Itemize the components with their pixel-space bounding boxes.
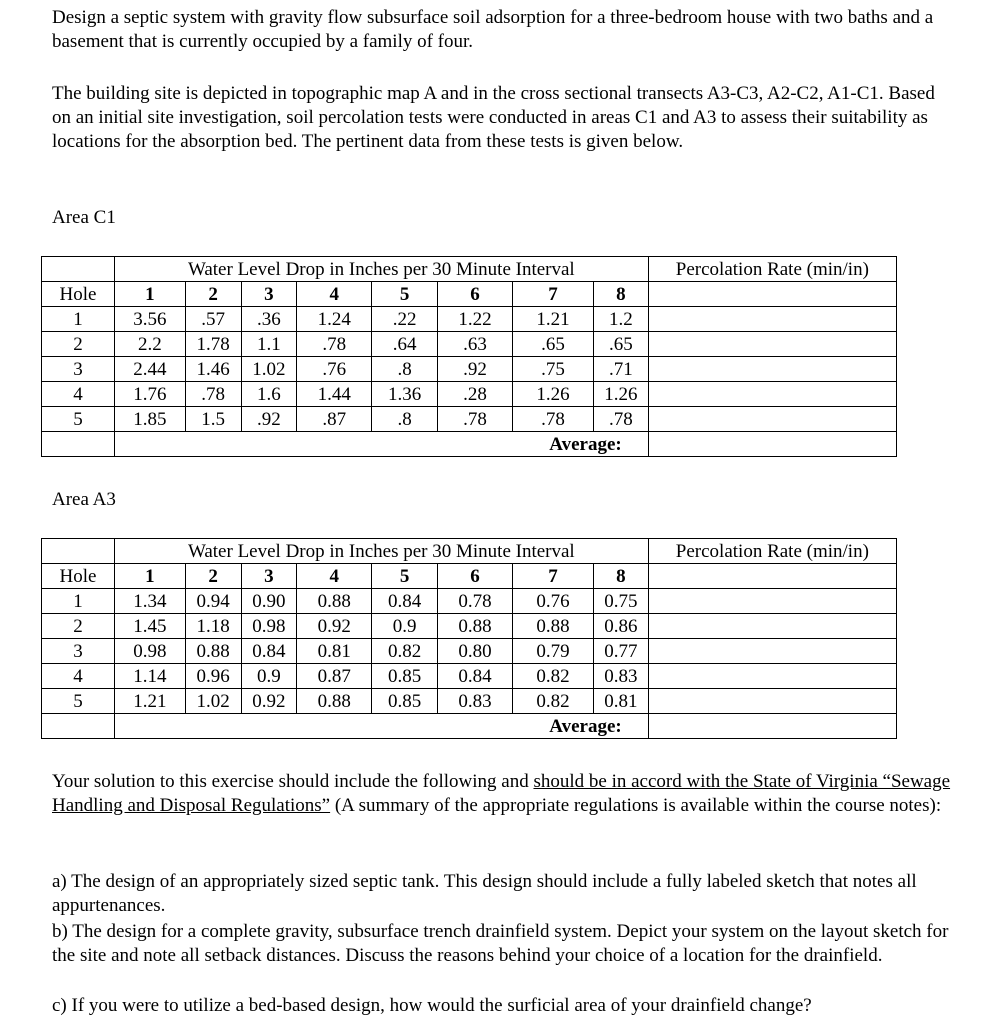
water-drop-value: 2.2 (114, 332, 185, 357)
water-drop-value: 0.96 (185, 664, 241, 689)
water-drop-value: 0.92 (241, 689, 297, 714)
empty-cell (42, 257, 115, 282)
water-drop-value: 0.98 (241, 614, 297, 639)
regulations-reference: should be in accord with the State of Virginia “Sewage Handling and Disposal Regulations” (52, 771, 951, 816)
water-drop-value: 0.92 (297, 614, 372, 639)
water-drop-value: .92 (438, 357, 513, 382)
water-drop-value: 1.34 (114, 589, 185, 614)
water-drop-value: 1.44 (297, 382, 372, 407)
water-drop-value: .75 (512, 357, 593, 382)
water-drop-value: .78 (185, 382, 241, 407)
percolation-rate-cell (648, 307, 896, 332)
percolation-rate-cell (648, 589, 896, 614)
water-drop-value: 0.82 (512, 689, 593, 714)
solution-text-before: Your solution to this exercise should include the following and (52, 771, 534, 792)
water-drop-value: .36 (241, 307, 297, 332)
percolation-rate-cell (648, 639, 896, 664)
water-drop-value: .22 (372, 307, 438, 332)
table-header-row (42, 257, 897, 282)
water-drop-value: .78 (512, 407, 593, 432)
water-drop-value: 0.78 (438, 589, 513, 614)
water-drop-value: 0.85 (372, 689, 438, 714)
water-drop-value: 0.84 (438, 664, 513, 689)
hole-number: 4 (42, 382, 115, 407)
interval-row (42, 282, 897, 307)
average-row (42, 432, 897, 457)
percolation-rate-cell (648, 614, 896, 639)
table-header-row (42, 539, 897, 564)
task-b: b) The design for a complete gravity, subsurface trench drainfield system. Depict your system on the layout sketch for the site and note all setback distances. Discuss the reasons behind your choice of a location for the drainfield. (52, 921, 949, 966)
water-drop-value: 0.88 (185, 639, 241, 664)
water-drop-value: 1.76 (114, 382, 185, 407)
intro-paragraph-1: Design a septic system with gravity flow subsurface soil adsorption for a three-bedroom house with two baths and a basement that is currently occupied by a family of four. (52, 7, 934, 52)
hole-number: 1 (42, 589, 115, 614)
empty-cell (42, 714, 115, 739)
average-rate-cell (648, 432, 896, 457)
interval-header: Water Level Drop in Inches per 30 Minute Interval (114, 539, 648, 564)
interval-number: 8 (594, 564, 649, 589)
percolation-rate-header: Percolation Rate (min/in) (648, 539, 896, 564)
empty-cell (42, 539, 115, 564)
percolation-table-c1 (41, 256, 897, 457)
water-drop-value: 0.83 (438, 689, 513, 714)
water-drop-value: 0.85 (372, 664, 438, 689)
water-drop-value: 0.82 (372, 639, 438, 664)
water-drop-value: .57 (185, 307, 241, 332)
task-c: c) If you were to utilize a bed-based design, how would the surficial area of your drainfield change? (52, 995, 812, 1016)
water-drop-value: 0.79 (512, 639, 593, 664)
intro-paragraph-2: The building site is depicted in topographic map A and in the cross sectional transects A3-C3, A2-C2, A1-C1. Based on an initial site investigation, soil percolation tests were conducted in areas C1 and A3 to assess their suitability as locations for the absorption bed. The pertinent data from these tests is given below. (52, 83, 935, 152)
water-drop-value: 1.1 (241, 332, 297, 357)
table-row (42, 332, 897, 357)
table-row (42, 589, 897, 614)
water-drop-value: 0.98 (114, 639, 185, 664)
percolation-rate-cell (648, 382, 896, 407)
water-drop-value: .28 (438, 382, 513, 407)
water-drop-value: 1.02 (185, 689, 241, 714)
water-drop-value: 2.44 (114, 357, 185, 382)
hole-number: 4 (42, 664, 115, 689)
water-drop-value: .71 (594, 357, 649, 382)
rate-cell (648, 564, 896, 589)
water-drop-value: 0.90 (241, 589, 297, 614)
hole-number: 2 (42, 332, 115, 357)
solution-paragraph (52, 770, 952, 818)
water-drop-value: .65 (512, 332, 593, 357)
water-drop-value: 1.02 (241, 357, 297, 382)
interval-number: 6 (438, 564, 513, 589)
hole-number: 3 (42, 639, 115, 664)
water-drop-value: .87 (297, 407, 372, 432)
water-drop-value: 0.77 (594, 639, 649, 664)
water-drop-value: 0.88 (438, 614, 513, 639)
interval-number: 5 (372, 564, 438, 589)
percolation-rate-header: Percolation Rate (min/in) (648, 257, 896, 282)
percolation-rate-cell (648, 664, 896, 689)
water-drop-value: 1.6 (241, 382, 297, 407)
water-drop-value: 0.88 (297, 689, 372, 714)
interval-number: 8 (594, 282, 649, 307)
water-drop-value: .8 (372, 357, 438, 382)
task-a: a) The design of an appropriately sized septic tank. This design should include a fully labeled sketch that notes all appurtenances. (52, 871, 917, 916)
water-drop-value: .78 (594, 407, 649, 432)
water-drop-value: 0.87 (297, 664, 372, 689)
water-drop-value: 1.14 (114, 664, 185, 689)
average-label: Average: (114, 432, 648, 457)
water-drop-value: .78 (438, 407, 513, 432)
hole-number: 3 (42, 357, 115, 382)
table-row (42, 639, 897, 664)
water-drop-value: 1.78 (185, 332, 241, 357)
average-rate-cell (648, 714, 896, 739)
area-a3-label: Area A3 (52, 489, 116, 510)
interval-number: 5 (372, 282, 438, 307)
water-drop-value: 1.36 (372, 382, 438, 407)
table-row (42, 614, 897, 639)
average-label: Average: (114, 714, 648, 739)
table-row (42, 357, 897, 382)
hole-number: 5 (42, 407, 115, 432)
hole-number: 5 (42, 689, 115, 714)
water-drop-value: 0.88 (512, 614, 593, 639)
percolation-rate-cell (648, 689, 896, 714)
water-drop-value: 0.76 (512, 589, 593, 614)
table-row (42, 382, 897, 407)
table-row (42, 689, 897, 714)
water-drop-value: .65 (594, 332, 649, 357)
table-row (42, 664, 897, 689)
percolation-rate-cell (648, 407, 896, 432)
water-drop-value: .92 (241, 407, 297, 432)
water-drop-value: .63 (438, 332, 513, 357)
water-drop-value: 1.26 (512, 382, 593, 407)
water-drop-value: 0.9 (372, 614, 438, 639)
interval-number: 4 (297, 564, 372, 589)
water-drop-value: .78 (297, 332, 372, 357)
water-drop-value: 3.56 (114, 307, 185, 332)
area-c1-label: Area C1 (52, 207, 116, 228)
water-drop-value: 0.94 (185, 589, 241, 614)
interval-number: 7 (512, 564, 593, 589)
water-drop-value: 1.26 (594, 382, 649, 407)
percolation-rate-cell (648, 332, 896, 357)
percolation-rate-cell (648, 357, 896, 382)
water-drop-value: 1.85 (114, 407, 185, 432)
empty-cell (42, 432, 115, 457)
interval-number: 6 (438, 282, 513, 307)
table-row (42, 407, 897, 432)
interval-number: 2 (185, 564, 241, 589)
water-drop-value: 1.2 (594, 307, 649, 332)
water-drop-value: 1.21 (114, 689, 185, 714)
interval-number: 1 (114, 282, 185, 307)
water-drop-value: 1.5 (185, 407, 241, 432)
water-drop-value: 1.18 (185, 614, 241, 639)
average-row (42, 714, 897, 739)
water-drop-value: .64 (372, 332, 438, 357)
water-drop-value: 0.81 (594, 689, 649, 714)
percolation-table-a3 (41, 538, 897, 739)
table-row (42, 307, 897, 332)
hole-number: 1 (42, 307, 115, 332)
water-drop-value: 0.82 (512, 664, 593, 689)
hole-column-header: Hole (42, 564, 115, 589)
water-drop-value: 0.80 (438, 639, 513, 664)
water-drop-value: .8 (372, 407, 438, 432)
water-drop-value: 1.22 (438, 307, 513, 332)
water-drop-value: 0.84 (241, 639, 297, 664)
water-drop-value: 1.21 (512, 307, 593, 332)
hole-column-header: Hole (42, 282, 115, 307)
water-drop-value: 0.86 (594, 614, 649, 639)
water-drop-value: 1.24 (297, 307, 372, 332)
water-drop-value: 0.84 (372, 589, 438, 614)
interval-number: 3 (241, 282, 297, 307)
hole-number: 2 (42, 614, 115, 639)
interval-number: 1 (114, 564, 185, 589)
water-drop-value: 1.45 (114, 614, 185, 639)
water-drop-value: 0.75 (594, 589, 649, 614)
interval-header: Water Level Drop in Inches per 30 Minute Interval (114, 257, 648, 282)
interval-number: 3 (241, 564, 297, 589)
water-drop-value: 0.81 (297, 639, 372, 664)
water-drop-value: 0.9 (241, 664, 297, 689)
water-drop-value: 1.46 (185, 357, 241, 382)
water-drop-value: .76 (297, 357, 372, 382)
interval-number: 4 (297, 282, 372, 307)
solution-text-after: (A summary of the appropriate regulations is available within the course notes): (330, 795, 942, 816)
rate-cell (648, 282, 896, 307)
interval-number: 2 (185, 282, 241, 307)
water-drop-value: 0.83 (594, 664, 649, 689)
water-drop-value: 0.88 (297, 589, 372, 614)
interval-row (42, 564, 897, 589)
interval-number: 7 (512, 282, 593, 307)
